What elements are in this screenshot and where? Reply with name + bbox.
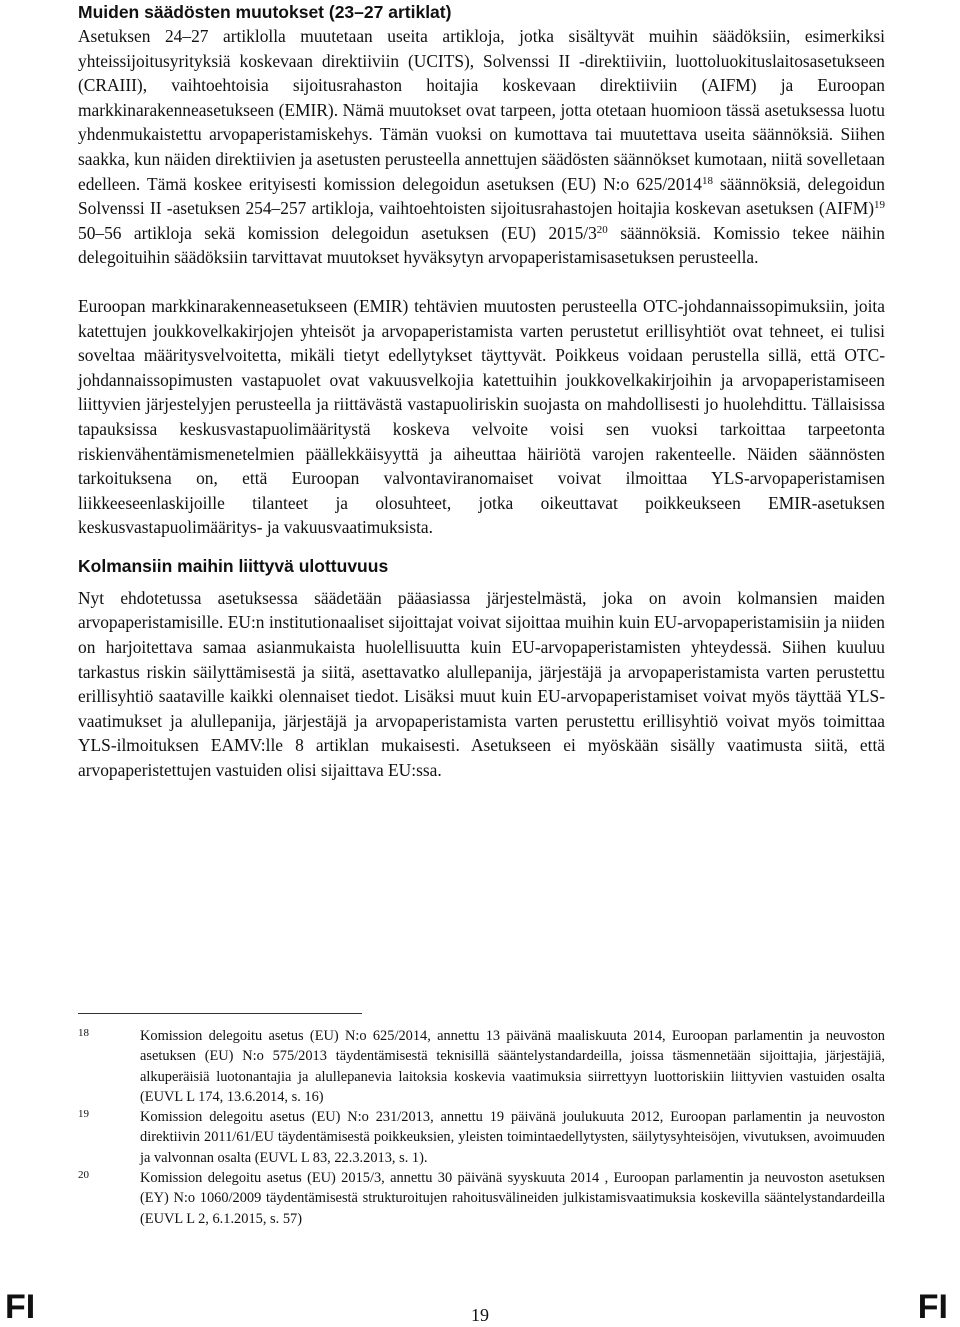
footnote-number: 20 [78,1169,89,1182]
footnote-number: 19 [78,1108,89,1121]
paragraph-emir: Euroopan markkinarakenneasetukseen (EMIR) tehtävien muutosten perusteella OTC-johdannaissopimuksiin, joita katettujen joukkovelkakirjojen yhteisöt ja arvopaperistamista varten perustetut erillisyhtiöt ovat tehneet, ei tulisi soveltaa määritysvelvoitetta, mikäli tietyt edellytykset täyttyvät. Poikkeus voidaan perustella sillä, että OTC-johdannaissopimusten vastapuolet ovat vakuusvelkojia katettuihin joukkovelkakirjoihin ja arvopaperistamiseen liittyvien järjestelyjen perusteella ja riittävästä vastapuoliriskin suojasta on mahdollisesti jo huolehdittu. Tällaisissa tapauksissa keskusvastapuolimääritystä koskeva velvoite voisi sen vuoksi tarkoittaa tarpeetonta riskienvähentämismenetelmien päällekkäisyyttä ja aiheuttaa häiriötä varojen rakenteelle. Näiden säännösten tarkoituksena on, että Euroopan valvontaviranomaiset voivat ilmoittaa YLS-arvopaperistamisen liikkeeseenlaskijoille tilanteet ja olosuhteet, jotka oikeuttavat poikkeukseen EMIR-asetuksen keskusvastapuolimääritys- ja vakuusvaatimuksista. [78,295,885,538]
paragraph-amendments [78,24,885,270]
document-body [78,0,885,783]
paragraph-amendments-text-4: säännöksiä. Komissio tekee näihin delegoituihin säädöksiin tarvittavat muutokset hyväksytyn arvopaperistamisasetuksen perusteella. [78,222,885,268]
footnote-number: 18 [78,1027,89,1039]
paragraph-third-country: Nyt ehdotetussa asetuksessa säädetään pääasiassa järjestelmästä, joka on avoin kolmansien maiden arvopaperistamisille. EU:n institutionaaliset sijoittajat voivat sijoittaa muihin kuin EU-arvopaperistamisiin ja niiden on harjoitettava samaa asianmukaista huolellisuutta kuin EU-arvopaperistamisten yhteydessä. Siihen kuuluu tarkastus riskin säilyttämisestä ja siitä, asettavatko alullepanija, järjestäjä ja arvopaperistamista varten perustettu erillisyhtiö saataville kaikki olennaiset tiedot. Lisäksi muut kuin EU-arvopaperistamiset voivat myös täyttää YLS-vaatimukset ja alullepanija, järjestäjä ja arvopaperistamista varten perustettu erillisyhtiö voivat myös toimittaa YLS-ilmoituksen EAMV:lle 8 artiklan mukaisesti. Asetukseen ei myöskään sisälly vaatimusta siitä, että arvopaperistettujen vastuiden olisi sijaittava EU:ssa. [78,587,885,781]
language-code-right: FI [917,1288,948,1326]
footnote-ref-20[interactable]: 20 [596,223,608,236]
footnote-18 [78,1026,885,1107]
footnote-19 [78,1107,885,1168]
paragraph-amendments-text-1: Asetuksen 24–27 artiklolla muutetaan useita artikloja, jotka sisältyvät muihin säädöksiin, esimerkiksi yhteissijoitusyrityksiä koskevaan direktiiviin (UCITS), Solvenssi II -direktiiviin, luottoluokituslaitosasetukseen (CRAIII), vaihtoehtoisia sijoitusrahaston hoitajia koskevaan direktiiviin (AIFM) ja Euroopan markkinarakenneasetukseen (EMIR). Nämä muutokset ovat tarpeen, jotta otetaan huomioon tässä asetuksessa luotu yhdenmukaistettu arvopaperistamiskehys. Tämän vuoksi on kumottava tai muutettava useita säännöksiä. Siihen saakka, kun näiden direktiivien ja asetusten perusteella annettujen säädösten säännökset kumotaan, niitä sovelletaan edelleen. Tämä koskee erityisesti komission delegoidun asetuksen (EU) N:o 625/2014 [78,26,885,194]
footnote-20 [78,1168,885,1229]
section-heading-amendments: Muiden säädösten muutokset (23–27 artiklat) [78,2,452,22]
paragraph-amendments-text-2: säännöksiä, delegoidun Solvenssi II -asetuksen 254–257 artikloja, vaihtoehtoisten sijoitusrahastojen hoitajia koskevan asetuksen (AIFM) [78,173,885,219]
section-heading-third-country: Kolmansiin maihin liittyvä ulottuvuus [78,555,389,576]
footnote-ref-19[interactable]: 19 [874,199,885,212]
language-code-left: FI [5,1288,36,1326]
page-number: 19 [471,1305,489,1325]
footnotes [78,1026,885,1229]
footnote-ref-18[interactable]: 18 [701,174,713,187]
footnote-separator [78,1013,362,1014]
footnote-text: Komission delegoitu asetus (EU) 2015/3, annettu 30 päivänä syyskuuta 2014 , Euroopan parlamentin ja neuvoston asetuksen (EY) N:o 1060/2009 täydentämisestä strukturoitujen rahoitusvälineiden julkistamisvaatimuksia koskevilla sääntelystandardeilla (EUVL L 2, 6.1.2015, s. 57) [140,1170,885,1227]
footnote-text: Komission delegoitu asetus (EU) N:o 231/2013, annettu 19 päivänä joulukuuta 2012, Euroopan parlamentin ja neuvoston direktiivin 2011/61/EU täydentämisestä poikkeuksien, yleisten toimintaedellytysten, säilytysyhteisöjen, vivutuksen, avoimuuden ja valvonnan osalta (EUVL L 83, 22.3.2013, s. 1). [140,1109,885,1166]
paragraph-amendments-text-3: 50–56 artikloja sekä komission delegoidun asetuksen (EU) 2015/3 [78,222,597,243]
footnote-text: Komission delegoitu asetus (EU) N:o 625/2014, annettu 13 päivänä maaliskuuta 2014, Euroopan parlamentin ja neuvoston asetuksen (EU) N:o 575/2013 täydentämisestä teknisillä sääntelystandardeilla, joissa täsmennetään sijoittajia, järjestäjiä, alkuperäisiä luotonantajia ja alullepanevia laitoksia koskevia vaatimuksia siirrettyyn luottoriskiin liittyvien vastuiden osalta (EUVL L 174, 13.6.2014, s. 16) [140,1028,885,1105]
